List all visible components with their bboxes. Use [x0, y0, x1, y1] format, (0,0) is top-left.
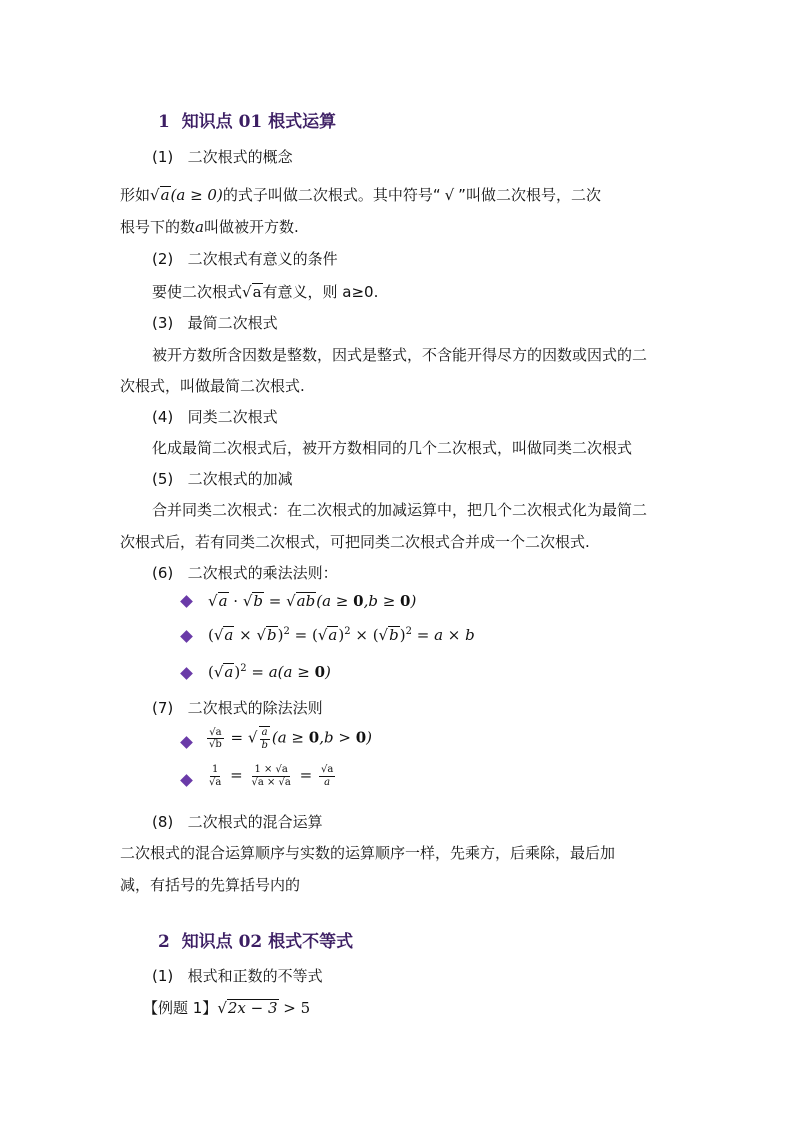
section-1-title: 知识点 01 根式运算: [181, 112, 337, 132]
example-1-rest: > 5: [278, 999, 311, 1017]
item-1: [152, 146, 293, 167]
item-7-label: 二次根式的除法法则: [187, 699, 323, 717]
item-5-index: (5): [152, 470, 174, 488]
section-2-number: 2: [158, 932, 170, 952]
definition-text-d: 根号下的数: [120, 218, 196, 236]
similar-radicals-text: 化成最简二次根式后，被开方数相同的几个二次根式，叫做同类二次根式: [152, 439, 633, 457]
addition-line-2: 次根式后，若有同类二次根式，可把同类二次根式合并成一个二次根式.: [120, 533, 590, 551]
simplest-line-2: 次根式，叫做最简二次根式.: [120, 377, 305, 395]
sqrt-a-formula: √a: [150, 186, 170, 204]
item-1-label: 二次根式的概念: [187, 148, 293, 166]
item-7-index: (7): [152, 699, 174, 717]
item-8-label: 二次根式的混合运算: [187, 813, 323, 831]
item-2-index: (2): [152, 250, 174, 268]
definition-text-c: ”叫做二次根号，二次: [458, 186, 601, 204]
formula-multiply-2: $(√a \times √b)^2 = (√a)^2 \times (√b)^2 = a \times b$: [208, 626, 475, 644]
item-4-index: (4): [152, 408, 174, 426]
radical-symbol: √: [444, 186, 455, 204]
item-3: [152, 312, 278, 333]
condition: (a ≥ 0): [170, 186, 223, 204]
item-3-index: (3): [152, 314, 174, 332]
item-1-index: (1): [152, 148, 174, 166]
definition-line-2: [120, 216, 299, 237]
section-2-item-1: [152, 965, 323, 986]
diamond-bullet-icon: [180, 736, 193, 749]
simplest-line-1: 被开方数所含因数是整数，因式是整式，不含能开得尽方的因数或因式的二: [152, 346, 648, 364]
condition-text-b: 有意义，则 a≥0.: [262, 283, 379, 301]
mixed-op-line-2: 减，有括号的先算括号内的: [120, 876, 301, 894]
item-8-index: (8): [152, 813, 174, 831]
formula-multiply-1: √a · √b = √ab(a ≥ 0,b ≥ 0): [208, 592, 417, 610]
section-1-heading: [158, 107, 336, 132]
item-4-label: 同类二次根式: [187, 408, 278, 426]
sqrt-a-inline: √a: [242, 283, 262, 301]
section-2-title: 知识点 02 根式不等式: [181, 932, 354, 952]
condition-line: [152, 281, 378, 302]
formula-divide-2: $\frac{1}{√a}$ = $\frac{1 \times √a}{√a \times √a}$ = $\frac{√a}{a}$: [209, 764, 334, 788]
formula-multiply-3: $(√a)^2 = a(a \ge 0)$: [208, 663, 331, 681]
mixed-op-line-1: 二次根式的混合运算顺序与实数的运算顺序一样，先乘方，后乘除，最后加: [120, 844, 616, 862]
item-8: [152, 811, 323, 832]
diamond-bullet-icon: [180, 595, 193, 608]
diamond-bullet-icon: [180, 630, 193, 643]
definition-text-b: 的式子叫做二次根式。其中符号“: [222, 186, 441, 204]
condition-text-a: 要使二次根式: [152, 283, 243, 301]
item-5: [152, 468, 293, 489]
example-1-radical: √2x − 3: [217, 999, 278, 1017]
section-2-item-1-label: 根式和正数的不等式: [187, 967, 323, 985]
item-6-index: (6): [152, 564, 174, 582]
example-1-label: 【例题 1】: [143, 999, 218, 1017]
variable-a: a: [195, 218, 204, 236]
definition-line-1: [120, 184, 601, 205]
item-5-label: 二次根式的加减: [187, 470, 293, 488]
formula-divide-1: $\frac{√a}{√b}$ = √ $\frac{a}{b}$ (a ≥ 0,b > 0): [209, 726, 372, 751]
item-4: [152, 406, 278, 427]
item-7: [152, 697, 323, 718]
diamond-bullet-icon: [180, 667, 193, 680]
item-2-label: 二次根式有意义的条件: [187, 250, 338, 268]
diamond-bullet-icon: [180, 774, 193, 787]
section-2-heading: [158, 927, 353, 952]
definition-text-e: 叫做被开方数.: [203, 218, 299, 236]
item-2: [152, 248, 338, 269]
item-6-label: 二次根式的乘法法则：: [187, 564, 338, 582]
example-1: [143, 997, 310, 1018]
item-3-label: 最简二次根式: [187, 314, 278, 332]
section-2-item-1-index: (1): [152, 967, 174, 985]
item-6: [152, 562, 338, 583]
section-1-number: 1: [158, 112, 170, 132]
definition-text-a: 形如: [120, 186, 151, 204]
addition-line-1: 合并同类二次根式：在二次根式的加减运算中，把几个二次根式化为最简二: [152, 501, 648, 519]
